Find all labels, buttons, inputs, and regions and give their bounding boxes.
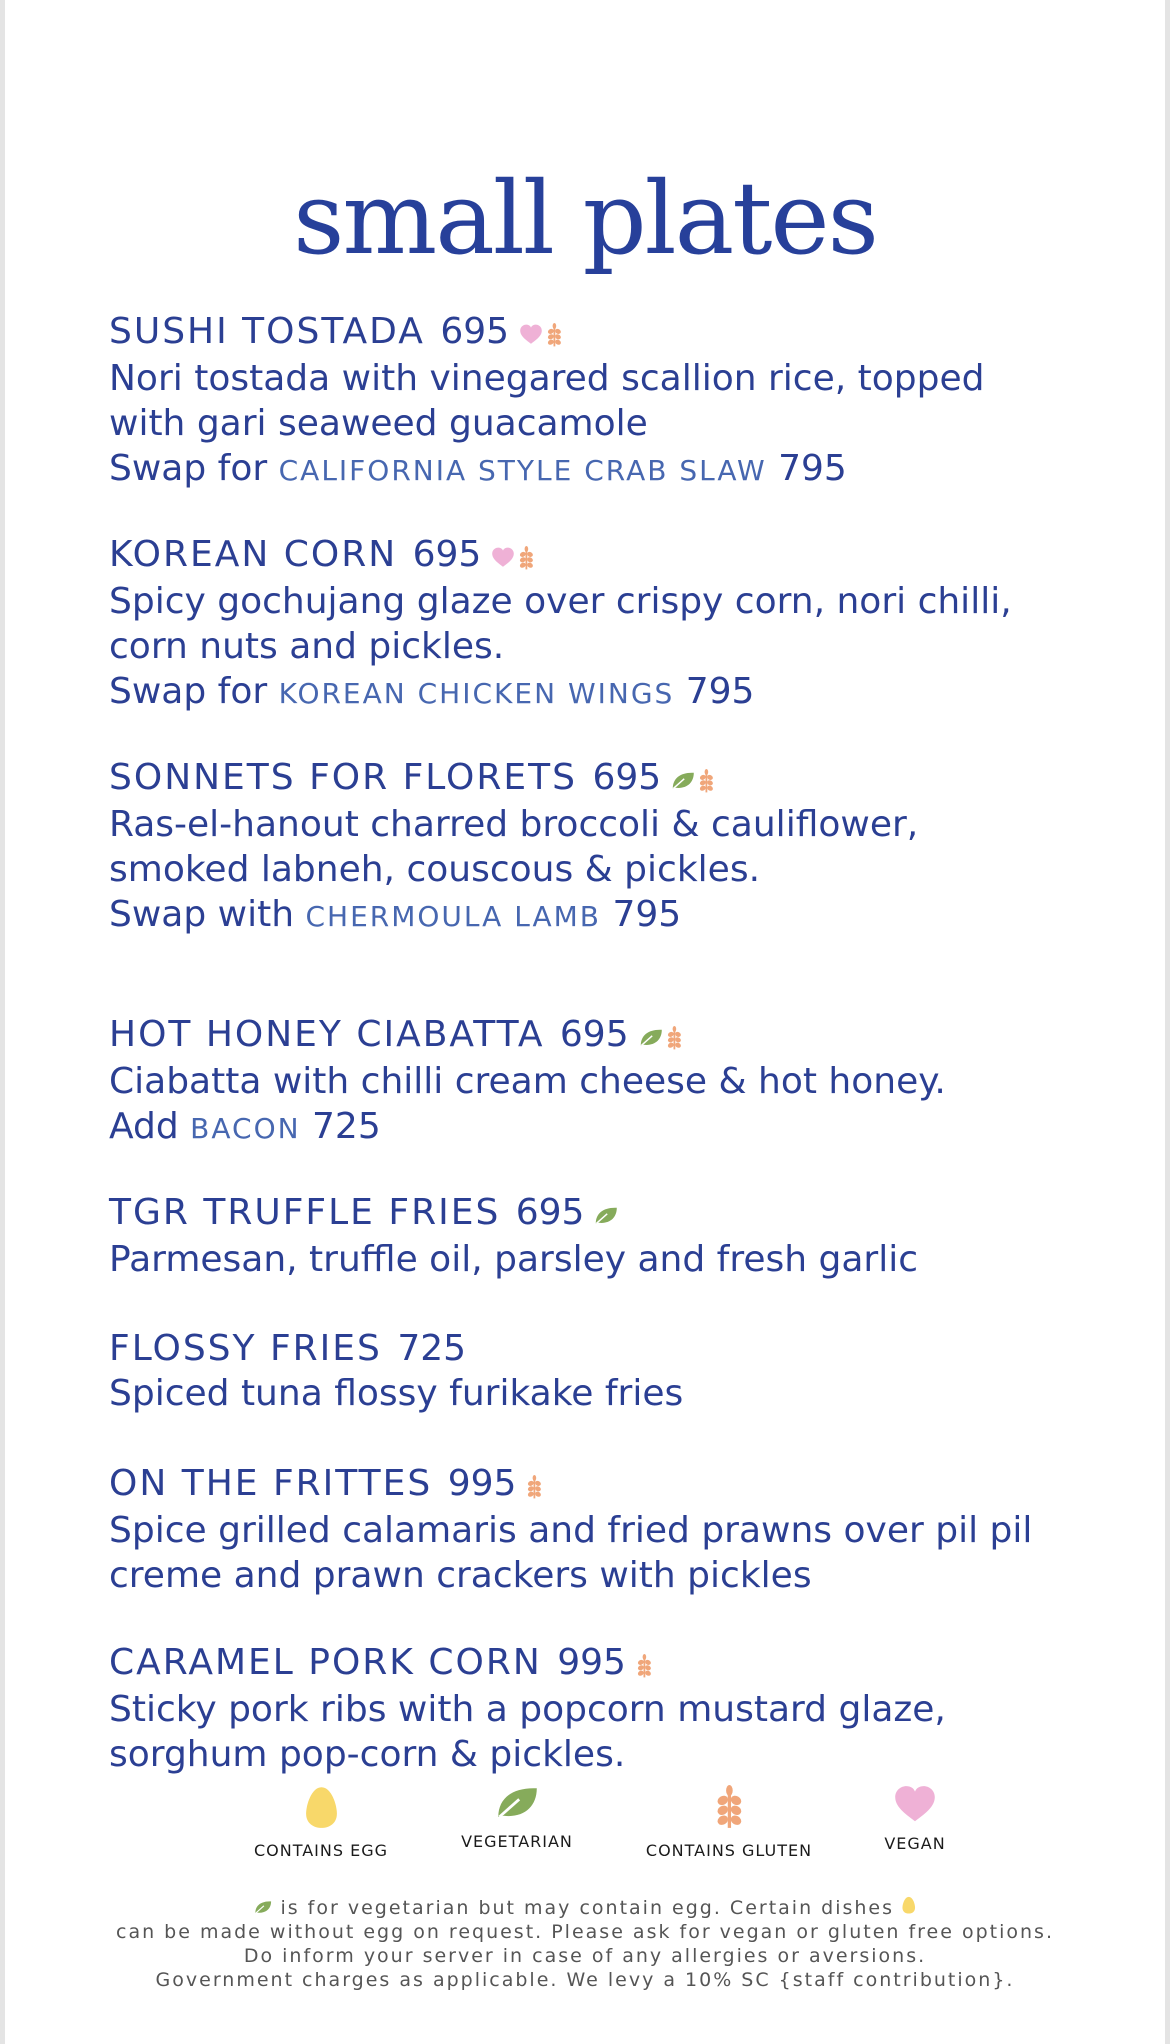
vegan-icon bbox=[893, 1807, 937, 1826]
menu-page bbox=[5, 0, 1165, 2044]
item-description: with gari seaweed guacamole bbox=[109, 402, 648, 444]
item-swap: Swap for KOREAN CHICKEN WINGS 795 bbox=[109, 670, 755, 712]
gluten-icon bbox=[698, 759, 718, 800]
item-name: SUSHI TOSTADA bbox=[109, 311, 425, 352]
item-name: HOT HONEY CIABATTA bbox=[109, 1014, 545, 1055]
swap-price: 795 bbox=[612, 893, 682, 935]
item-price: 695 bbox=[559, 1014, 629, 1055]
item-description: Parmesan, truffle oil, parsley and fresh garlic bbox=[109, 1238, 918, 1280]
item-description: Sticky pork ribs with a popcorn mustard glaze, bbox=[109, 1688, 946, 1730]
item-name: ON THE FRITTES bbox=[109, 1463, 433, 1504]
legend-item-egg bbox=[216, 1785, 426, 1860]
menu-item bbox=[109, 755, 918, 939]
add-item: BACON bbox=[190, 1111, 301, 1145]
dietary-legend bbox=[5, 1785, 1165, 1865]
dietary-icons bbox=[526, 1463, 546, 1508]
dietary-icons bbox=[636, 1642, 656, 1687]
vegan-icon bbox=[519, 313, 546, 354]
vegetarian-icon bbox=[671, 759, 698, 800]
legend-label: VEGETARIAN bbox=[461, 1832, 573, 1852]
item-description: Ras-el-hanout charred broccoli & cauliflower, bbox=[109, 803, 919, 845]
menu-item bbox=[109, 1461, 1032, 1598]
gluten-icon bbox=[636, 1644, 656, 1685]
dietary-icons bbox=[639, 1014, 686, 1059]
dietary-icons bbox=[594, 1192, 621, 1237]
legend-label: VEGAN bbox=[884, 1834, 946, 1854]
gluten-icon bbox=[546, 313, 566, 354]
item-description: Ciabatta with chilli cream cheese & hot honey. bbox=[109, 1060, 946, 1102]
legend-item-gluten bbox=[624, 1785, 834, 1860]
item-name: KOREAN CORN bbox=[109, 534, 398, 575]
swap-item: CALIFORNIA STYLE CRAB SLAW bbox=[278, 453, 767, 487]
item-price: 995 bbox=[557, 1642, 626, 1683]
item-description: corn nuts and pickles. bbox=[109, 625, 505, 667]
item-name: TGR TRUFFLE FRIES bbox=[109, 1192, 501, 1233]
menu-item bbox=[109, 1326, 683, 1416]
egg-icon bbox=[305, 1814, 338, 1833]
item-name: FLOSSY FRIES bbox=[109, 1328, 382, 1369]
dietary-icons bbox=[491, 534, 538, 579]
legend-item-vegetarian bbox=[412, 1785, 622, 1851]
gluten-icon bbox=[518, 536, 538, 577]
menu-item bbox=[109, 1640, 946, 1777]
item-swap: Swap for CALIFORNIA STYLE CRAB SLAW 795 bbox=[109, 447, 847, 489]
allergen-footnote: is for vegetarian but may contain egg. Certain dishes can be made without egg on request. Please ask for vegan or gluten free options. Do inform your server in case of any allergies or aversions. Government charges as applicable. We levy a 10% SC {staff contribution}. bbox=[116, 1897, 1054, 1991]
menu-item bbox=[109, 309, 984, 493]
item-description: Spiced tuna flossy furikake fries bbox=[109, 1373, 684, 1414]
gluten-icon bbox=[714, 1814, 745, 1833]
item-name: SONNETS FOR FLORETS bbox=[109, 757, 577, 798]
swap-price: 795 bbox=[778, 447, 847, 489]
item-description: Nori tostada with vinegared scallion rice, topped bbox=[109, 357, 985, 399]
swap-item: KOREAN CHICKEN WINGS bbox=[278, 676, 675, 710]
item-description: smoked labneh, couscous & pickles. bbox=[109, 848, 761, 890]
item-description: creme and prawn crackers with pickles bbox=[109, 1554, 812, 1596]
item-swap: Swap with CHERMOULA LAMB 795 bbox=[109, 893, 682, 935]
gluten-icon bbox=[666, 1016, 686, 1057]
legend-item-vegan bbox=[810, 1785, 1020, 1853]
swap-item: CHERMOULA LAMB bbox=[305, 899, 601, 933]
dietary-icons bbox=[519, 311, 566, 356]
item-price: 725 bbox=[397, 1328, 467, 1369]
legend-label: CONTAINS EGG bbox=[253, 1841, 389, 1860]
gluten-icon bbox=[526, 1465, 546, 1506]
vegetarian-icon bbox=[594, 1194, 621, 1235]
item-price: 995 bbox=[447, 1463, 517, 1504]
swap-price: 795 bbox=[685, 670, 755, 712]
item-name: CARAMEL PORK CORN bbox=[109, 1642, 542, 1683]
dietary-icons bbox=[671, 757, 718, 802]
item-price: 695 bbox=[412, 534, 482, 575]
menu-item bbox=[109, 1012, 946, 1151]
item-description: Spice grilled calamaris and fried prawns over pil pil bbox=[109, 1509, 1033, 1551]
item-description: Spicy gochujang glaze over crispy corn, nori chilli, bbox=[109, 580, 1012, 622]
vegetarian-icon bbox=[495, 1805, 539, 1824]
egg-icon bbox=[902, 1897, 916, 1919]
item-price: 695 bbox=[515, 1192, 585, 1233]
vegetarian-icon bbox=[254, 1897, 272, 1919]
item-price: 695 bbox=[440, 311, 510, 352]
page-title: small plates bbox=[293, 160, 877, 277]
vegan-icon bbox=[491, 536, 518, 577]
item-description: sorghum pop-corn & pickles. bbox=[109, 1733, 626, 1775]
item-swap: Add BACON 725 bbox=[109, 1105, 381, 1147]
legend-label: CONTAINS GLUTEN bbox=[645, 1841, 813, 1860]
add-price: 725 bbox=[312, 1105, 381, 1147]
menu-item bbox=[109, 532, 1012, 716]
item-price: 695 bbox=[592, 757, 662, 798]
vegetarian-icon bbox=[639, 1016, 666, 1057]
menu-item bbox=[109, 1190, 918, 1282]
